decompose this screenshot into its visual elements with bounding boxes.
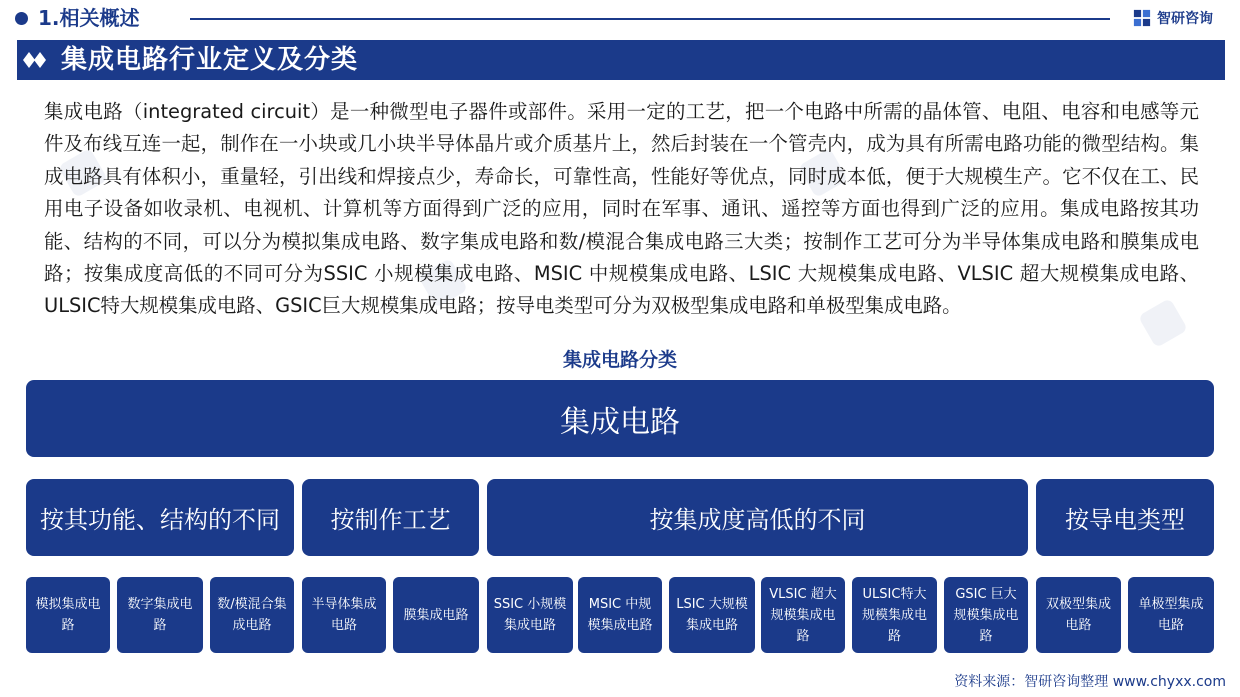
category-node-process: 按制作工艺: [302, 479, 479, 556]
leaf-node: 膜集成电路: [393, 577, 479, 653]
section-title: 1.相关概述: [38, 6, 140, 30]
category-node-function-structure: 按其功能、结构的不同: [26, 479, 294, 556]
leaf-node: ULSIC特大规模集成电路: [852, 577, 937, 653]
leaf-node: 双极型集成电路: [1036, 577, 1121, 653]
leaf-node: 模拟集成电路: [26, 577, 110, 653]
leaf-node: LSIC 大规模集成电路: [669, 577, 755, 653]
dot-bullet-icon: [15, 12, 28, 25]
banner-title: 集成电路行业定义及分类: [61, 45, 359, 75]
leaf-node: 数字集成电路: [117, 577, 203, 653]
leaf-node: VLSIC 超大规模集成电路: [761, 577, 845, 653]
brand-name: 智研咨询: [1157, 11, 1213, 27]
category-node-conduction: 按导电类型: [1036, 479, 1214, 556]
brand: [1133, 7, 1213, 29]
leaf-node: MSIC 中规模集成电路: [578, 577, 662, 653]
page-header: [0, 0, 1240, 40]
source-note: 资料来源：智研咨询整理 www.chyxx.com: [954, 674, 1226, 690]
category-node-integration: 按集成度高低的不同: [487, 479, 1028, 556]
diagram-title: 集成电路分类: [562, 349, 677, 371]
leaf-node: 数/模混合集成电路: [210, 577, 294, 653]
leaf-node: GSIC 巨大规模集成电路: [944, 577, 1028, 653]
root-node: 集成电路: [26, 380, 1214, 457]
leaf-node: 单极型集成电路: [1128, 577, 1214, 653]
leaf-node: SSIC 小规模集成电路: [487, 577, 573, 653]
title-banner: [17, 40, 1225, 80]
zhiyan-logo-icon: [1133, 9, 1151, 27]
header-divider: [190, 18, 1110, 20]
intro-paragraph: 集成电路（integrated circuit）是一种微型电子器件或部件。采用一定的工艺，把一个电路中所需的晶体管、电阻、电容和电感等元件及布线互连一起，制作在一小块或几小块半导体晶片或介质基片上，然后封装在一个管壳内，成为具有所需电路功能的微型结构。集成电路具有体积小，重量轻，引出线和焊接点少，寿命长，可靠性高，性能好等优点，同时成本低，便于大规模生产。它不仅在工、民用电子设备如收录机、电视机、计算机等方面得到广泛的应用，同时在军事、通讯、遥控等方面也得到广泛的应用。集成电路按其功能、结构的不同，可以分为模拟集成电路、数字集成电路和数/模混合集成电路三大类；按制作工艺可分为半导体集成电路和膜集成电路；按集成度高低的不同可分为SSIC 小规模集成电路、MSIC 中规模集成电路、LSIC 大规模集成电路、VLSIC 超大规模集成电路、ULSIC特大规模集成电路、GSIC巨大规模集成电路；按导电类型可分为双极型集成电路和单极型集成电路。: [44, 100, 1199, 318]
double-diamond-icon: [23, 52, 53, 68]
leaf-node: 半导体集成电路: [302, 577, 386, 653]
